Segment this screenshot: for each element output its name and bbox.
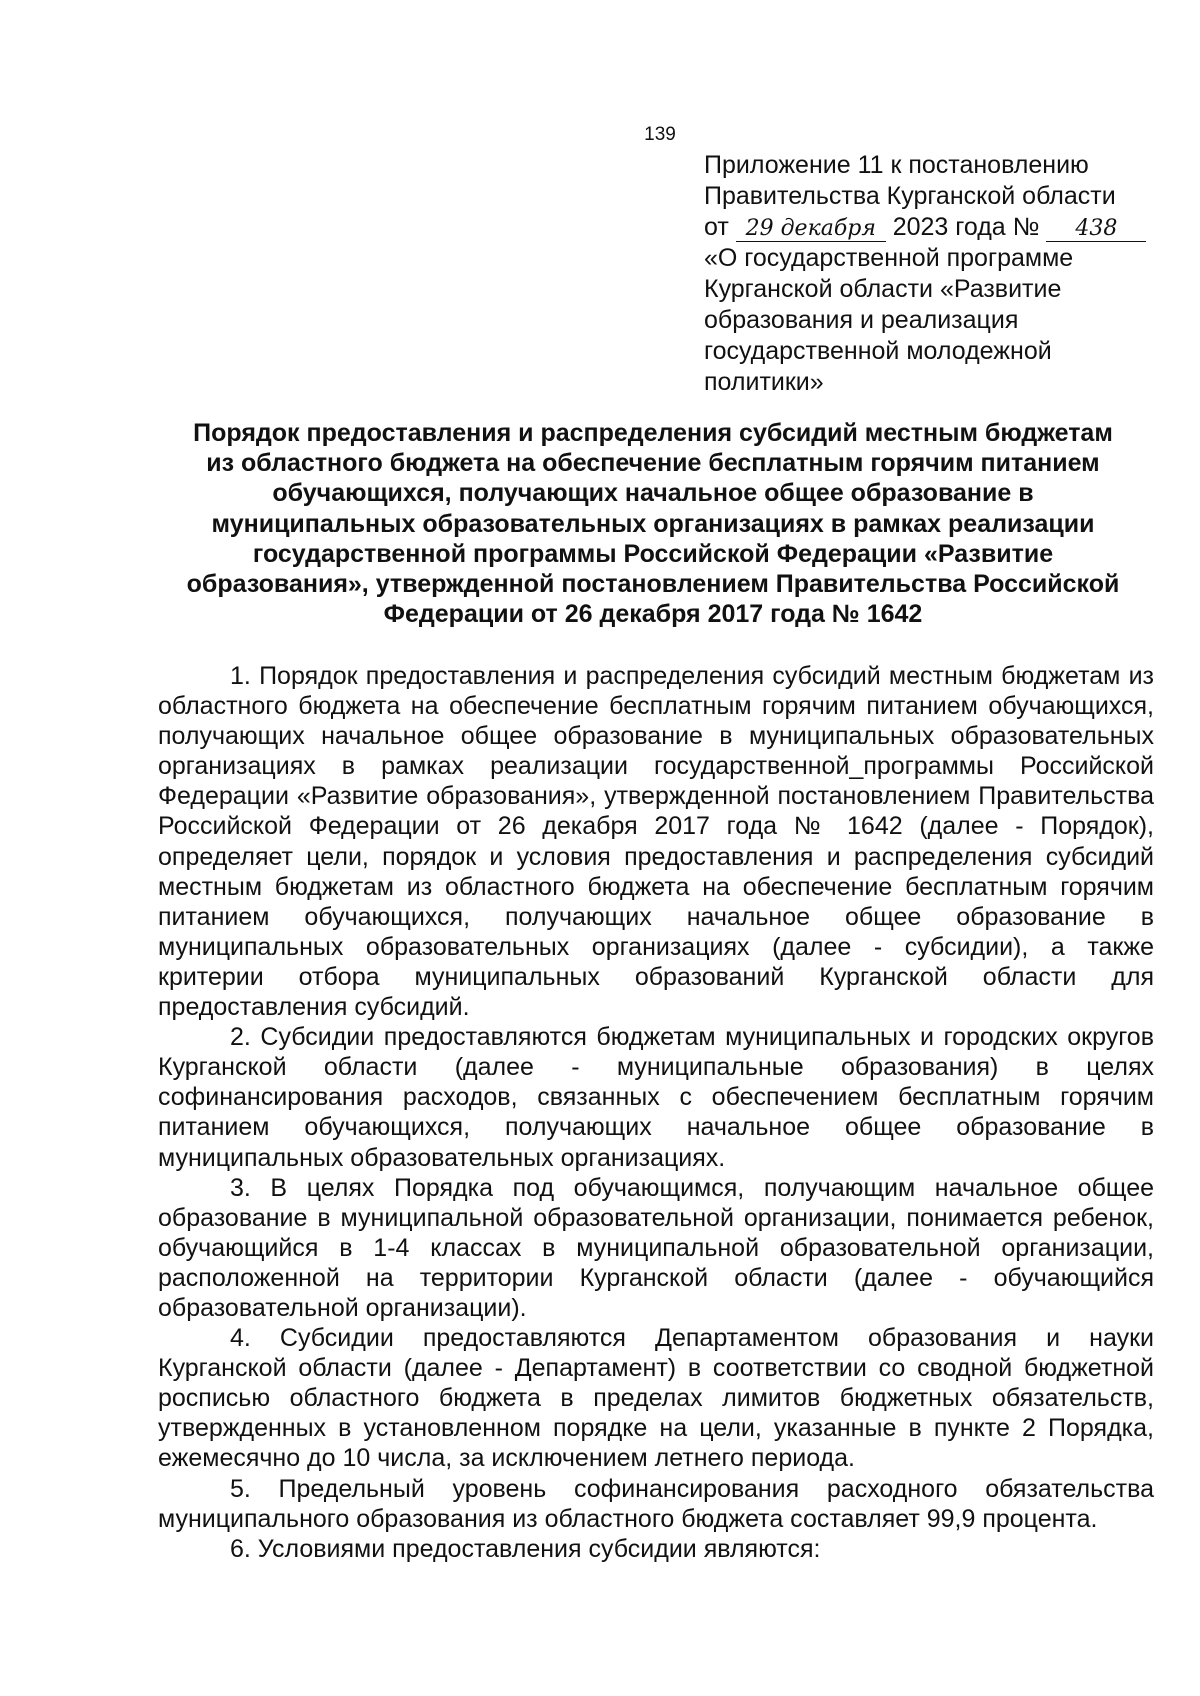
title-line: Федерации от 26 декабря 2017 года № 1642	[383, 600, 923, 629]
title-line: из областного бюджета на обеспечение бесплатным горячим питанием	[206, 449, 1100, 478]
title-line: государственной программы Российской Федерации «Развитие	[252, 539, 1054, 568]
paragraph-4: 4. Субсидии предоставляются Департаментом образования и науки Курганской области (далее - Департамент) в соответствии со сводной бюджетной росписью областного бюджета в пределах лимитов бюджетных обязательств, утвержденных в установленном порядке на цели, указанные в пункте 2 Порядка, ежемесячно до 10 числа, за исключением летнего периода.	[158, 1324, 1154, 1473]
title-line: муниципальных образовательных организациях в рамках реализации	[211, 509, 1095, 538]
title-line: Порядок предоставления и распределения субсидий местным бюджетам	[193, 419, 1113, 447]
annex-line: государственной молодежной	[704, 337, 1052, 365]
paragraph-5: 5. Предельный уровень софинансирования расходного обязательства муниципального образования из областного бюджета составляет 99,9 процента.	[158, 1474, 1154, 1533]
annex-line: Правительства Курганской области	[704, 182, 1116, 210]
paragraph-2: 2. Субсидии предоставляются бюджетам муниципальных и городских округов Курганской области (далее - муниципальные образования) в целях софинансирования расходов, связанных с обеспечением бесплатным горячим питанием обучающихся, получающих начальное общее образование в муниципальных образовательных организациях.	[158, 1023, 1154, 1172]
paragraph-1: 1. Порядок предоставления и распределения субсидий местным бюджетам из областного бюджета на обеспечение бесплатным горячим питанием обучающихся, получающих начальное общее образование в муниципальных образовательных организациях в рамках реализации государственной_программы Российской Федерации «Развитие образования», утвержденной постановлением Правительства Российской Федерации от 26 декабря 2017 года № 1642 (далее - Порядок), определяет цели, порядок и условия предоставления и распределения субсидий местным бюджетам из областного бюджета на обеспечение бесплатным горячим питанием обучающихся, получающих начальное общее образование в муниципальных образовательных организациях (далее - субсидии), а также критерии отбора муниципальных образований Курганской области для предоставления субсидий.	[158, 662, 1154, 1022]
title-line: образования», утвержденной постановлением Правительства Российской	[186, 570, 1120, 599]
paragraph-3: 3. В целях Порядка под обучающимся, получающим начальное общее образование в муниципальной образовательной организации, понимается ребенок, обучающийся в 1-4 классах в муниципальной образовательной организации, расположенной на территории Курганской области (далее - обучающийся образовательной организации).	[158, 1173, 1154, 1322]
title-line: обучающихся, получающих начальное общее образование в	[272, 479, 1034, 508]
page-number: 139	[644, 124, 676, 145]
handwritten-number: 438	[1046, 217, 1146, 242]
annex-line: образования и реализация	[704, 306, 1019, 334]
document-body	[158, 661, 1154, 1564]
annex-date-line	[704, 212, 1154, 243]
date-prefix: от	[704, 213, 729, 241]
annex-line: Приложение 11 к постановлению	[704, 151, 1089, 179]
document-title	[160, 418, 1146, 629]
annex-line: Курганской области «Развитие	[704, 275, 1062, 303]
annex-block	[704, 150, 1154, 398]
date-middle: 2023 года №	[892, 213, 1040, 241]
handwritten-date: 29 декабря	[736, 217, 886, 242]
annex-line: «О государственной программе	[704, 244, 1074, 272]
paragraph-6: 6. Условиями предоставления субсидии являются:	[230, 1534, 821, 1563]
annex-line: политики»	[704, 368, 824, 396]
